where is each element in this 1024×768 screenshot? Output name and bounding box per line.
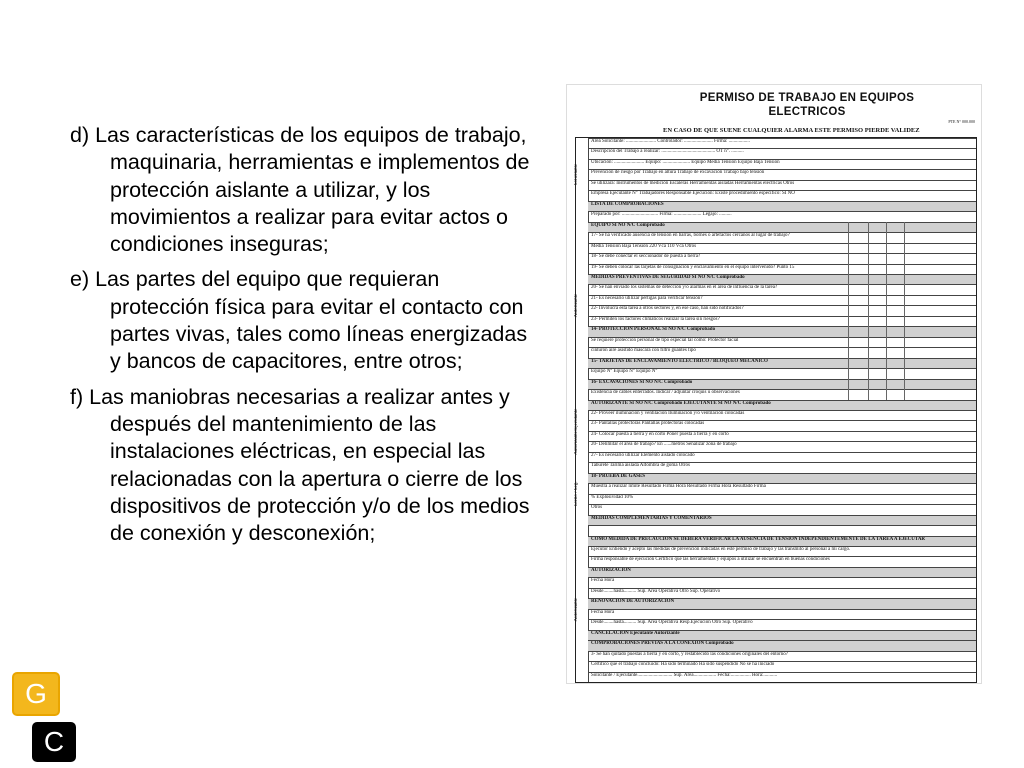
form-title-line1: PERMISO DE TRABAJO EN EQUIPOS xyxy=(699,92,915,104)
form-row: 22- Proveer iluminación y ventilación Iluminación y/o ventilación colocadas xyxy=(588,410,976,421)
form-title-line2: ELECTRICOS xyxy=(768,106,846,118)
form-row: Desde........hasta.......... Sup. Area Operativa Resp.Ejecución Otro Sup. Operativo xyxy=(588,619,976,630)
form-row: Muestra a realizar límite Resultado Firma Hora Resultado Firma Hora Resultado Firma xyxy=(588,483,976,494)
form-row: 21- Es necesario utilizar pértigas para verificar tensión? xyxy=(588,295,976,306)
form-row: % Explosividad 10% xyxy=(588,494,976,505)
form-grid xyxy=(575,137,977,683)
form-row: EQUIPO SI NO N/C Comprobado xyxy=(588,222,976,233)
form-row: cinturón aire asistido máscara con filtro guantes tipo xyxy=(588,347,976,358)
form-row: 20- Delimitar el área de trabajo? En ......metros Señalizar zona de trabajo xyxy=(588,441,976,452)
form-row: 24- Colocar puesta a tierra y en corto Poner puesta a tierra y en corto xyxy=(588,431,976,442)
column-line xyxy=(868,222,869,400)
item-f: f) Las maniobras necesarias a realizar antes y después del mantenimiento de las instalaciones eléctricas, en especial las relacionadas con la apertura o cierre de los dispositivos de protección y/o de los medios de conexión y desconexión; xyxy=(70,384,530,546)
form-side-label: Lleno / Seg. xyxy=(574,481,579,506)
column-line xyxy=(886,222,887,400)
form-row: 20- Se han enviado los sistemas de detección y/o alarmas en el área de influencia de la tarea? xyxy=(588,284,976,295)
form-row: Taburete Tarima aislada Alfombra de goma Otros xyxy=(588,462,976,473)
form-row: Fecha Hora xyxy=(588,609,976,620)
form-row: Prevención de riesgo por Trabajo en altura Trabajo de excavación Trabajo bajo tensión xyxy=(588,169,976,180)
form-side-label: Autorizante xyxy=(574,596,579,621)
form-row: Equipo N° Equipo N° Equipo N° xyxy=(588,368,976,379)
c-badge[interactable]: C xyxy=(32,722,76,762)
form-row: 18- PRUEBA DE GASES xyxy=(588,473,976,484)
form-row: Existencia de cables enterrados. Indicar / adjuntar croquis u observaciones xyxy=(588,389,976,400)
form-subtitle: EN CASO DE QUE SUENE CUALQUIER ALARMA ESTE PERMISO PIERDE VALIDEZ xyxy=(663,127,920,134)
form-row: LISTA DE COMPROBACIONES xyxy=(588,201,976,212)
form-row: Desde........hasta.......... Sup. Area Operativa Otro Sup. Operativo xyxy=(588,588,976,599)
form-row: 18- Se debe conectar el seccionador de puesta a tierra? xyxy=(588,253,976,264)
form-row: COMO MEDIDA DE PRECAUCION SE DEBERA VERIFICAR LA AUSENCIA DE TENSIÓN INDEPENDIENTEMENTE DE LA TAREA A EJECUTAR xyxy=(588,536,976,547)
form-row: MEDIDAS COMPLEMENTARIAS Y COMENTARIOS xyxy=(588,515,976,526)
form-title xyxy=(657,91,957,119)
column-line xyxy=(848,222,849,400)
form-row: Ejecutor Entiendo y acepto las medidas de prevención indicadas en este permiso de trabajo y las transmito al personal a mi cargo. xyxy=(588,546,976,557)
item-e: e) Las partes del equipo que requieran protección física para evitar el contacto con partes vivas, tales como líneas energizadas y bancos de capacitores, entre otros; xyxy=(70,267,528,374)
form-row: Área Solicitante: ........................ Controlador: ....................... Firma: ................. xyxy=(588,138,976,149)
form-row: 14- PROTECCIÓN PERSONAL SI NO N/C Comprobado xyxy=(588,326,976,337)
form-row: 16- EXCAVACIONES SI NO N/C Comprobado xyxy=(588,379,976,390)
form-row: Ubicación: ........................ Equipo: ...................... Equipo Media Tensión Equipo Baja Tensión xyxy=(588,159,976,170)
form-code: PTE N° 000.000 xyxy=(948,119,975,124)
form-row: Solicitante / Ejecutante............................ Sup. Área.................. Fecha:................ Hora:........... xyxy=(588,672,976,683)
form-row: Firma responsable de ejecución Certifico que las herramientas y equipos a utilizar se encuentran en buenas condiciones xyxy=(588,556,976,567)
form-row: 23- Permiten los factores climáticos realizar la tarea sin riesgos? xyxy=(588,316,976,327)
form-row: CANCELACION Ejecutante Autorizante xyxy=(588,630,976,641)
form-row: 22- Involucra esta tarea a otros sectores y, en ese caso, han sido notificados? xyxy=(588,305,976,316)
form-row: Fecha Hora xyxy=(588,577,976,588)
form-side-label: Autorizante xyxy=(574,293,579,318)
form-row: 23- Pantallas protectoras Pantallas protectoras colocadas xyxy=(588,420,976,431)
form-row: 17- Se ha verificado ausencia de tensión en barras, bornes o artefactos cercanos al lugar de trabajo? xyxy=(588,232,976,243)
form-row: Otros xyxy=(588,504,976,515)
form-row: 15- TARJETAS DE ENCLAVAMIENTO ELECTRICO / BLOQUEO MECANICO xyxy=(588,358,976,369)
column-line xyxy=(904,222,905,400)
form-row: AUTORIZACION xyxy=(588,567,976,578)
form-row: 19- Se deben colocar las tarjetas de consignación y enclavamiento en el equipo intervenido? Punto 15 xyxy=(588,264,976,275)
form-row: Se utilizará: Instrumentos de medición Escaleras Herramientas aisladas Herramientas eléctricas Otros xyxy=(588,180,976,191)
form-row: Se requiere protección personal de tipo especial tal como: Protector facial xyxy=(588,337,976,348)
badges xyxy=(14,672,76,768)
form-row: Certifico que el trabajo concluido: Ha sido terminado Ha sido suspendido No se ha iniciado xyxy=(588,661,976,672)
form-row: Descripción del Trabajo a realizar: ........................................... OT n°. .......... xyxy=(588,148,976,159)
form-side-label: Autorizante/Ejecutante xyxy=(574,407,579,454)
form-row: Empresa Ejecutante N° Trabajadores Responsable Ejecución: Existe procedimiento específico: SI NO xyxy=(588,190,976,201)
form-row: AUTORIZANTE SI NO N/C Comprobado EJECUTANTE SI NO N/C Comprobado xyxy=(588,400,976,411)
form-side-label: Solicitante xyxy=(574,163,579,186)
item-d: d) Las características de los equipos de trabajo, maquinaria, herramientas e implementos de protección aislante a utilizar, y los movimientos a realizar para evitar actos o condiciones inseguras; xyxy=(70,123,530,257)
form-row: COMPROBACIONES PREVIAS A LA CONEXIÓN Comprobado xyxy=(588,640,976,651)
g-badge[interactable]: G xyxy=(12,672,60,716)
form-row: 3- Se han quitado puestas a tierra y en corto, y restablecido las condiciones originales del entorno? xyxy=(588,651,976,662)
form-row: RENOVACIÓN DE AUTORIZACION xyxy=(588,598,976,609)
form-row: Preparado por: ............................. Firma: ...................... Legajo: .......... xyxy=(588,211,976,222)
form-row: MEDIDAS PREVENTIVAS DE SEGURIDAD SI NO N/C Comprobado xyxy=(588,274,976,285)
form-row: 27- Es necesario utilizar Elemento aislado colocado xyxy=(588,452,976,463)
text-column xyxy=(70,122,540,555)
work-permit-form-image xyxy=(566,84,982,684)
form-row: Media Tensión Baja Tensión 220 Vca 110 Vca Otros xyxy=(588,243,976,254)
